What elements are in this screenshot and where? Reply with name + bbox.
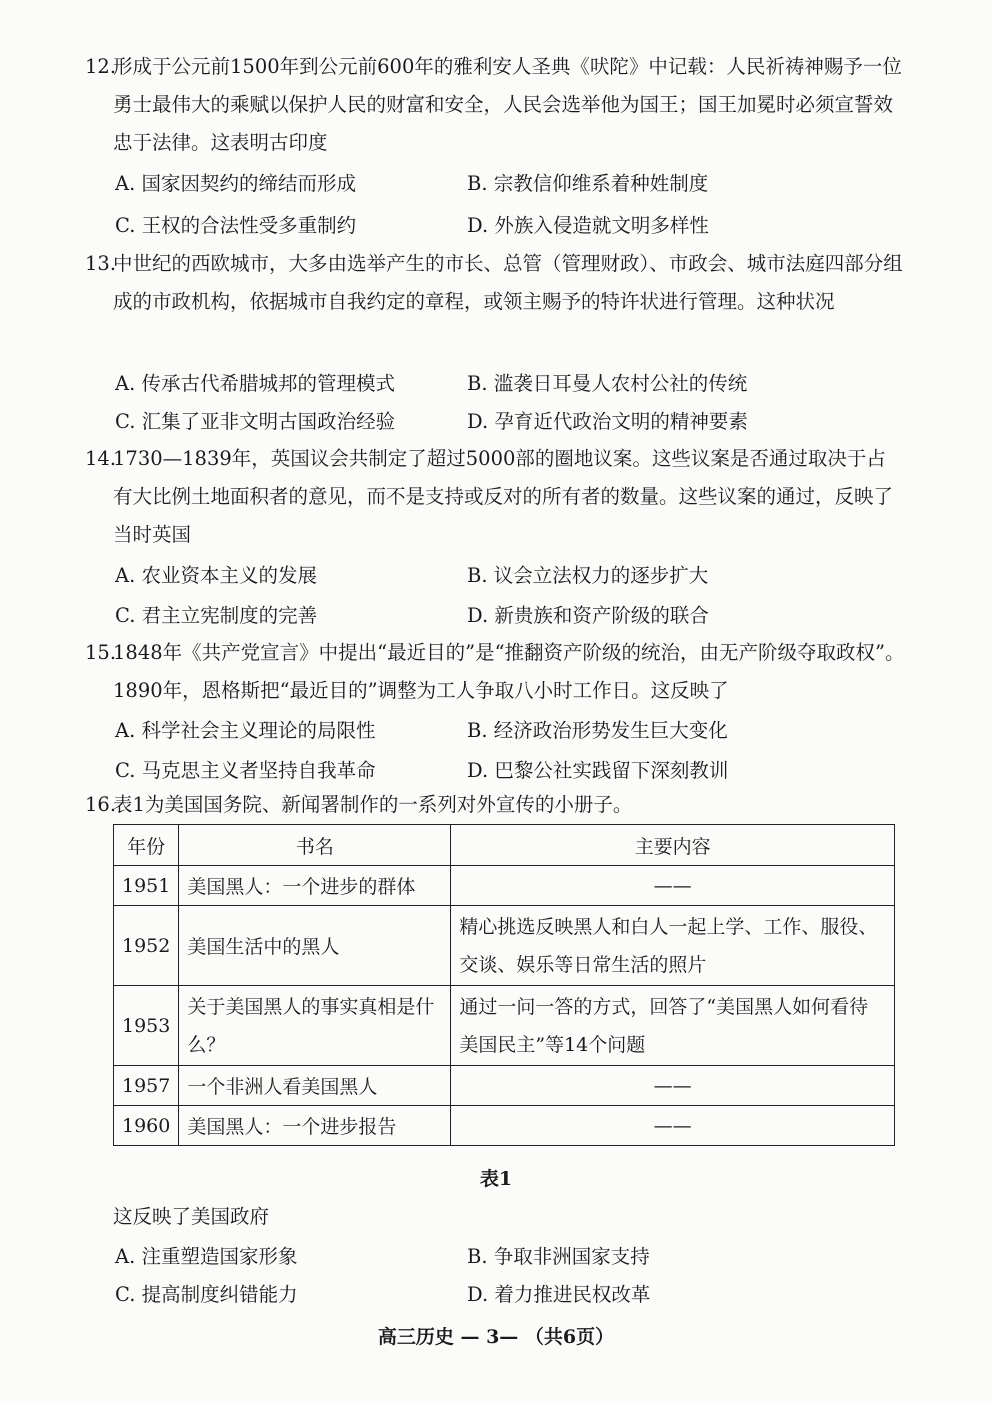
option-b[interactable]: B. 宗教信仰维系着种姓制度: [467, 172, 709, 195]
option-b[interactable]: B. 经济政治形势发生巨大变化: [467, 719, 728, 742]
cell-title: 美国黑人：一个进步报告: [179, 1106, 451, 1146]
option-c[interactable]: C. 王权的合法性受多重制约: [115, 214, 357, 237]
cell-content: ——: [451, 1066, 895, 1106]
option-a[interactable]: A. 传承古代希腊城邦的管理模式: [115, 372, 395, 395]
cell-year: 1953: [114, 986, 179, 1066]
cell-year: 1951: [114, 866, 179, 906]
table-row: [114, 986, 895, 1066]
option-a[interactable]: A. 科学社会主义理论的局限性: [115, 719, 376, 742]
cell-title: 美国黑人：一个进步的群体: [179, 866, 451, 906]
option-c[interactable]: C. 马克思主义者坚持自我革命: [115, 759, 376, 782]
option-a[interactable]: A. 注重塑造国家形象: [115, 1245, 298, 1268]
question-16-followup: [113, 1198, 933, 1236]
cell-content: ——: [451, 866, 895, 906]
question-number: 14.: [85, 447, 117, 470]
table-row: [114, 866, 895, 906]
question-12: [85, 48, 905, 162]
question-16: [85, 786, 905, 824]
question-13: [85, 245, 905, 321]
question-14: [85, 440, 905, 554]
option-b[interactable]: B. 滥袭日耳曼人农村公社的传统: [467, 372, 748, 395]
header-content: 主要内容: [451, 825, 895, 866]
question-stem: 表1为美国国务院、新闻署制作的一系列对外宣传的小册子。: [113, 793, 633, 816]
question-number: 13.: [85, 252, 117, 275]
table-row: [114, 1066, 895, 1106]
cell-year: 1957: [114, 1066, 179, 1106]
option-d[interactable]: D. 巴黎公社实践留下深刻教训: [467, 759, 729, 782]
question-number: 16.: [85, 793, 117, 816]
followup-text: 这反映了美国政府: [113, 1205, 270, 1228]
question-number: 12.: [85, 55, 117, 78]
table-row: [114, 906, 895, 986]
option-b[interactable]: B. 争取非洲国家支持: [467, 1245, 650, 1268]
question-stem: 形成于公元前1500年到公元前600年的雅利安人圣典《吠陀》中记载：人民祈祷神赐予一位勇士最伟大的乘赋以保护人民的财富和安全，人民会选举他为国王；国王加冕时必须宣誓效忠于法律。这表明古印度: [113, 55, 902, 154]
cell-title: 美国生活中的黑人: [179, 906, 451, 986]
question-stem: 1848年《共产党宣言》中提出“最近目的”是“推翻资产阶级的统治，由无产阶级夺取政权”。1890年，恩格斯把“最近目的”调整为工人争取八小时工作日。这反映了: [113, 641, 905, 702]
page-footer: 高三历史 — 3— （共6页）: [377, 1326, 615, 1348]
question-number: 15.: [85, 641, 117, 664]
question-15: [85, 634, 905, 710]
option-c[interactable]: C. 君主立宪制度的完善: [115, 604, 318, 627]
option-a[interactable]: A. 国家因契约的缔结而形成: [115, 172, 356, 195]
cell-title: 关于美国黑人的事实真相是什么？: [179, 986, 451, 1066]
cell-content: 通过一问一答的方式，回答了“美国黑人如何看待美国民主”等14个问题: [451, 986, 895, 1066]
option-c[interactable]: C. 汇集了亚非文明古国政治经验: [115, 410, 396, 433]
option-d[interactable]: D. 外族入侵造就文明多样性: [467, 214, 709, 237]
cell-content: 精心挑选反映黑人和白人一起上学、工作、服役、交谈、娱乐等日常生活的照片: [451, 906, 895, 986]
question-stem: 中世纪的西欧城市，大多由选举产生的市长、总管（管理财政）、市政会、城市法庭四部分组成的市政机构，依据城市自我约定的章程，或领主赐予的特许状进行管理。这种状况: [113, 252, 903, 313]
table-caption: 表1: [479, 1168, 513, 1190]
option-a[interactable]: A. 农业资本主义的发展: [115, 564, 317, 587]
question-stem: 1730—1839年，英国议会共制定了超过5000部的圈地议案。这些议案是否通过取决于占有大比例土地面积者的意见，而不是支持或反对的所有者的数量。这些议案的通过，反映了当时英国: [113, 447, 894, 546]
cell-year: 1952: [114, 906, 179, 986]
table-1: [113, 824, 895, 1146]
cell-content: ——: [451, 1106, 895, 1146]
table-header-row: [114, 825, 895, 866]
option-d[interactable]: D. 新贵族和资产阶级的联合: [467, 604, 709, 627]
header-title: 书名: [179, 825, 451, 866]
option-d[interactable]: D. 孕育近代政治文明的精神要素: [467, 410, 748, 433]
cell-year: 1960: [114, 1106, 179, 1146]
option-d[interactable]: D. 着力推进民权改革: [467, 1283, 651, 1306]
option-b[interactable]: B. 议会立法权力的逐步扩大: [467, 564, 709, 587]
header-year: 年份: [114, 825, 179, 866]
cell-title: 一个非洲人看美国黑人: [179, 1066, 451, 1106]
table-row: [114, 1106, 895, 1146]
option-c[interactable]: C. 提高制度纠错能力: [115, 1283, 298, 1306]
